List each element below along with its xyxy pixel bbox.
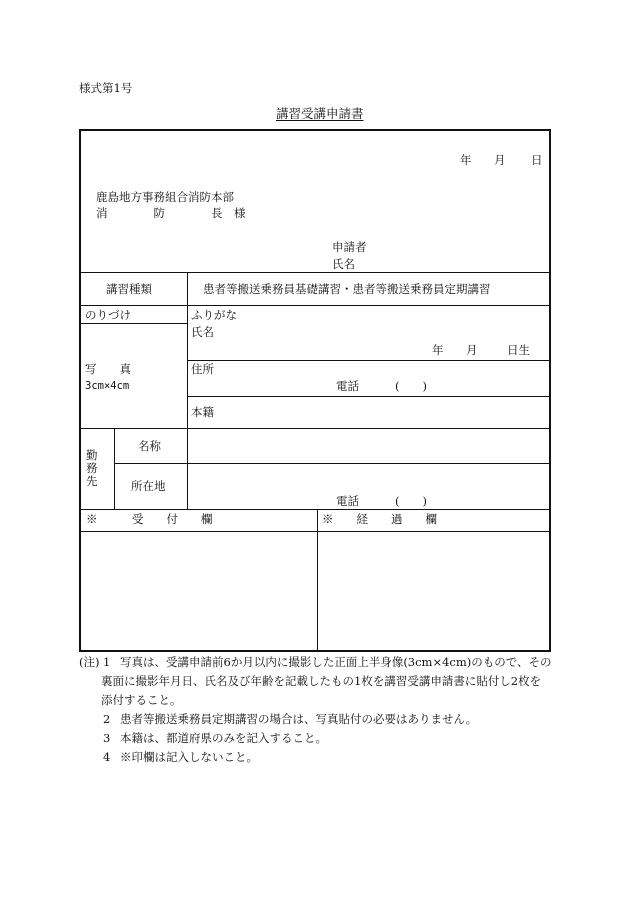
applicant-name-label: 氏名: [332, 257, 355, 271]
note-2: 患者等搬送乗務員定期講習の場合は、写真貼付の必要はありません。: [120, 712, 478, 726]
address-phone-label: 電話: [336, 379, 359, 393]
note-4-number: 4: [103, 750, 111, 764]
photo-label: 写 真: [85, 362, 131, 376]
row-divider-domicile: [187, 396, 549, 397]
note-1-number: 1: [103, 655, 111, 669]
addressee-chief: 消 防 長 様: [96, 206, 246, 220]
date-day: 日: [531, 153, 543, 167]
workplace-phone-paren: ( ): [395, 494, 427, 508]
note-1-line-3: 添付すること。: [101, 693, 182, 707]
note-3: 本籍は、都道府県のみを記入すること。: [120, 731, 327, 745]
row-divider-personal: [81, 305, 549, 306]
note-1-line-1: 写真は、受講申請前6か月以内に撮影した正面上半身像(3cm×4cm)のもので、その: [120, 655, 552, 669]
note-3-number: 3: [103, 731, 111, 745]
row-divider-workplace: [81, 428, 549, 429]
workplace-label: 勤 務 先: [86, 448, 98, 489]
glue-divider: [81, 323, 187, 324]
row-divider-address: [187, 360, 549, 361]
glue-label: のりづけ: [85, 308, 131, 322]
col-divider-workplace: [114, 428, 115, 509]
form-title: 講習受講申請書: [276, 106, 364, 121]
date-month: 月: [494, 153, 506, 167]
col-divider-label: [187, 272, 188, 428]
applicant-label: 申請者: [332, 240, 367, 254]
note-4: ※印欄は記入しないこと。: [120, 750, 258, 764]
workplace-phone-label: 電話: [336, 494, 359, 508]
date-year: 年: [460, 153, 472, 167]
notes-prefix: (注): [79, 655, 100, 669]
row-divider-official-body: [81, 531, 549, 532]
col-divider-workplace-value: [187, 428, 188, 509]
form-number: 様式第1号: [79, 81, 133, 95]
application-form: [79, 129, 551, 652]
address-label: 住所: [191, 362, 214, 376]
note-1-line-2: 裏面に撮影年月日、氏名及び年齢を記載したもの1枚を講習受講申請書に貼付し2枚を: [101, 674, 542, 688]
photo-size: 3cm×4cm: [85, 380, 130, 392]
col-divider-official: [317, 509, 318, 650]
birth-month: 月: [466, 343, 478, 357]
row-divider-course: [81, 272, 549, 273]
note-2-number: 2: [103, 712, 111, 726]
workplace-location-label: 所在地: [131, 479, 166, 493]
birth-day: 日生: [507, 343, 530, 357]
address-phone-paren: ( ): [395, 379, 427, 393]
progress-label: ※ 経 過 欄: [322, 512, 437, 526]
row-divider-location: [114, 463, 549, 464]
domicile-label: 本籍: [191, 405, 214, 419]
addressee-org: 鹿島地方事務組合消防本部: [96, 190, 234, 204]
row-divider-official: [81, 509, 549, 510]
course-label: 講習種類: [106, 282, 152, 296]
personal-name-label: 氏名: [191, 325, 214, 339]
course-value: 患者等搬送乗務員基礎講習・患者等搬送乗務員定期講習: [203, 282, 491, 296]
reception-label: ※ 受 付 欄: [86, 512, 213, 526]
workplace-name-label: 名称: [138, 439, 161, 453]
furigana-label: ふりがな: [191, 308, 237, 322]
birth-year: 年: [432, 343, 444, 357]
